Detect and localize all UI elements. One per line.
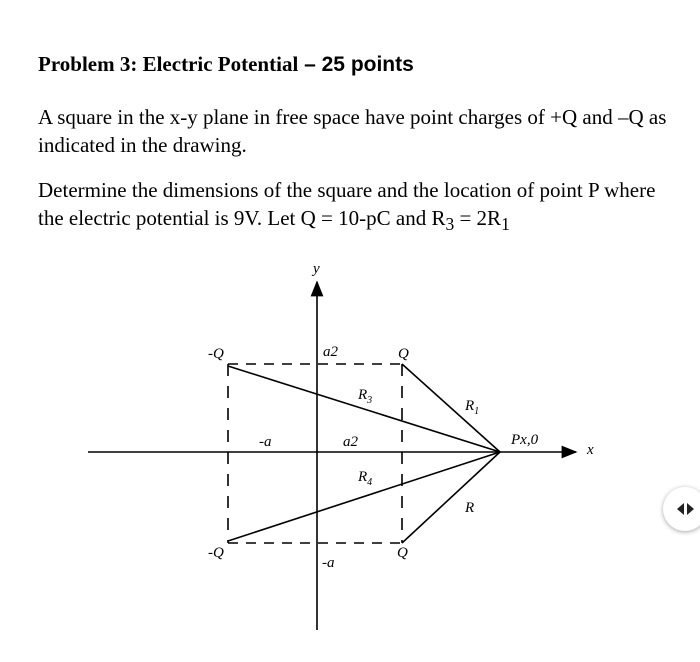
- line-bottomleft-to-p: [228, 452, 500, 541]
- charge-bottom-left-label: -Q: [208, 545, 224, 561]
- point-p-label: Px,0: [511, 432, 539, 448]
- arrow-right-icon: [687, 503, 694, 515]
- r3-label: [357, 387, 372, 406]
- y-axis-label: y: [313, 261, 320, 277]
- r1-label: [464, 398, 479, 417]
- problem-description: A square in the x-y plane in free space have point charges of +Q and –Q as indicated in the drawing.: [38, 105, 667, 157]
- problem-title: Problem 3: Electric Potential: [38, 52, 299, 76]
- left-half-label: -a: [259, 434, 272, 450]
- x-axis-label: x: [587, 442, 594, 458]
- task-r3-sub: 3: [445, 214, 455, 235]
- task-mid: = 2R: [454, 206, 502, 230]
- line-topright-to-p: [402, 364, 500, 452]
- charge-top-left-label: -Q: [208, 346, 224, 362]
- charge-top-right-label: Q: [398, 346, 409, 362]
- charge-bottom-right-label: Q: [397, 545, 408, 561]
- scroll-horizontal-button[interactable]: [663, 487, 700, 531]
- top-edge-label: a2: [323, 344, 338, 360]
- bottom-half-label: -a: [322, 555, 335, 571]
- r1-letter: R: [465, 398, 475, 414]
- task-text: Determine the dimensions of the square and the location of point P where the electric potential is 9V. Let Q = 10-pC and R: [38, 178, 656, 230]
- task-r1-sub: 1: [501, 214, 510, 235]
- line-bottomright-to-p: [402, 452, 500, 543]
- r1-subscript: 1: [474, 406, 480, 417]
- r4-letter: R: [358, 469, 368, 485]
- r3-letter: R: [358, 387, 368, 403]
- arrow-left-icon: [677, 503, 684, 515]
- r4-subscript: 4: [367, 477, 373, 488]
- r4-label: [357, 469, 372, 488]
- center-right-label: a2: [343, 434, 358, 450]
- problem-points: – 25 points: [298, 53, 414, 76]
- r-bottom-label: R: [465, 500, 475, 516]
- r3-subscript: 3: [367, 395, 373, 406]
